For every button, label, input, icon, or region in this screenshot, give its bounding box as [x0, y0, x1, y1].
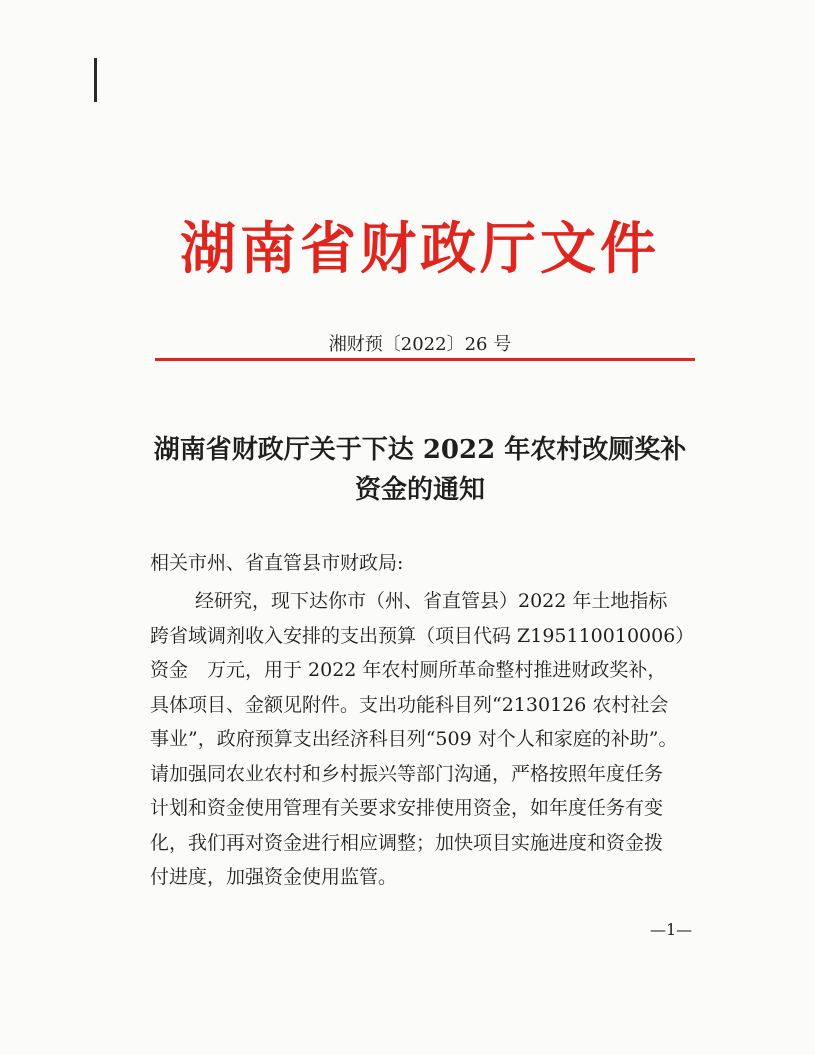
notice-title-line-2: 资金的通知 [354, 475, 485, 505]
red-divider-line [155, 358, 695, 361]
margin-mark [94, 58, 97, 102]
addressee: 相关市州、省直管县市财政局: [150, 552, 404, 574]
issuer-title: 湖南省财政厅文件 [180, 217, 660, 282]
body-line: 化，我们再对资金进行相应调整；加快项目实施进度和资金拨 [150, 831, 664, 854]
document-number: 湘财预〔2022〕26 号 [328, 334, 512, 355]
body-line: 计划和资金使用管理有关要求安排使用资金，如年度任务有变 [150, 797, 664, 819]
notice-title-line-1: 湖南省财政厅关于下达 2022 年农村改厕奖补 [153, 435, 687, 465]
body-line: 事业”，政府预算支出经济科目列“509 对个人和家庭的补助”。 [150, 728, 678, 750]
body-text [150, 584, 695, 895]
body-line: 经研究，现下达你市（州、省直管县）2022 年土地指标 [195, 590, 668, 612]
notice-title [140, 430, 700, 510]
body-line: 请加强同农业农村和乡村振兴等部门沟通，严格按照年度任务 [150, 762, 664, 785]
body-line: 跨省域调剂收入安排的支出预算（项目代码 Z195110010006） [150, 624, 695, 647]
body-line: 付进度，加强资金使用监管。 [150, 866, 398, 888]
page-number: —1— [650, 920, 693, 939]
body-line: 具体项目、金额见附件。支出功能科目列“2130126 农村社会 [150, 693, 669, 716]
body-line: 资金 万元，用于 2022 年农村厕所革命整村推进财政奖补， [150, 659, 667, 681]
